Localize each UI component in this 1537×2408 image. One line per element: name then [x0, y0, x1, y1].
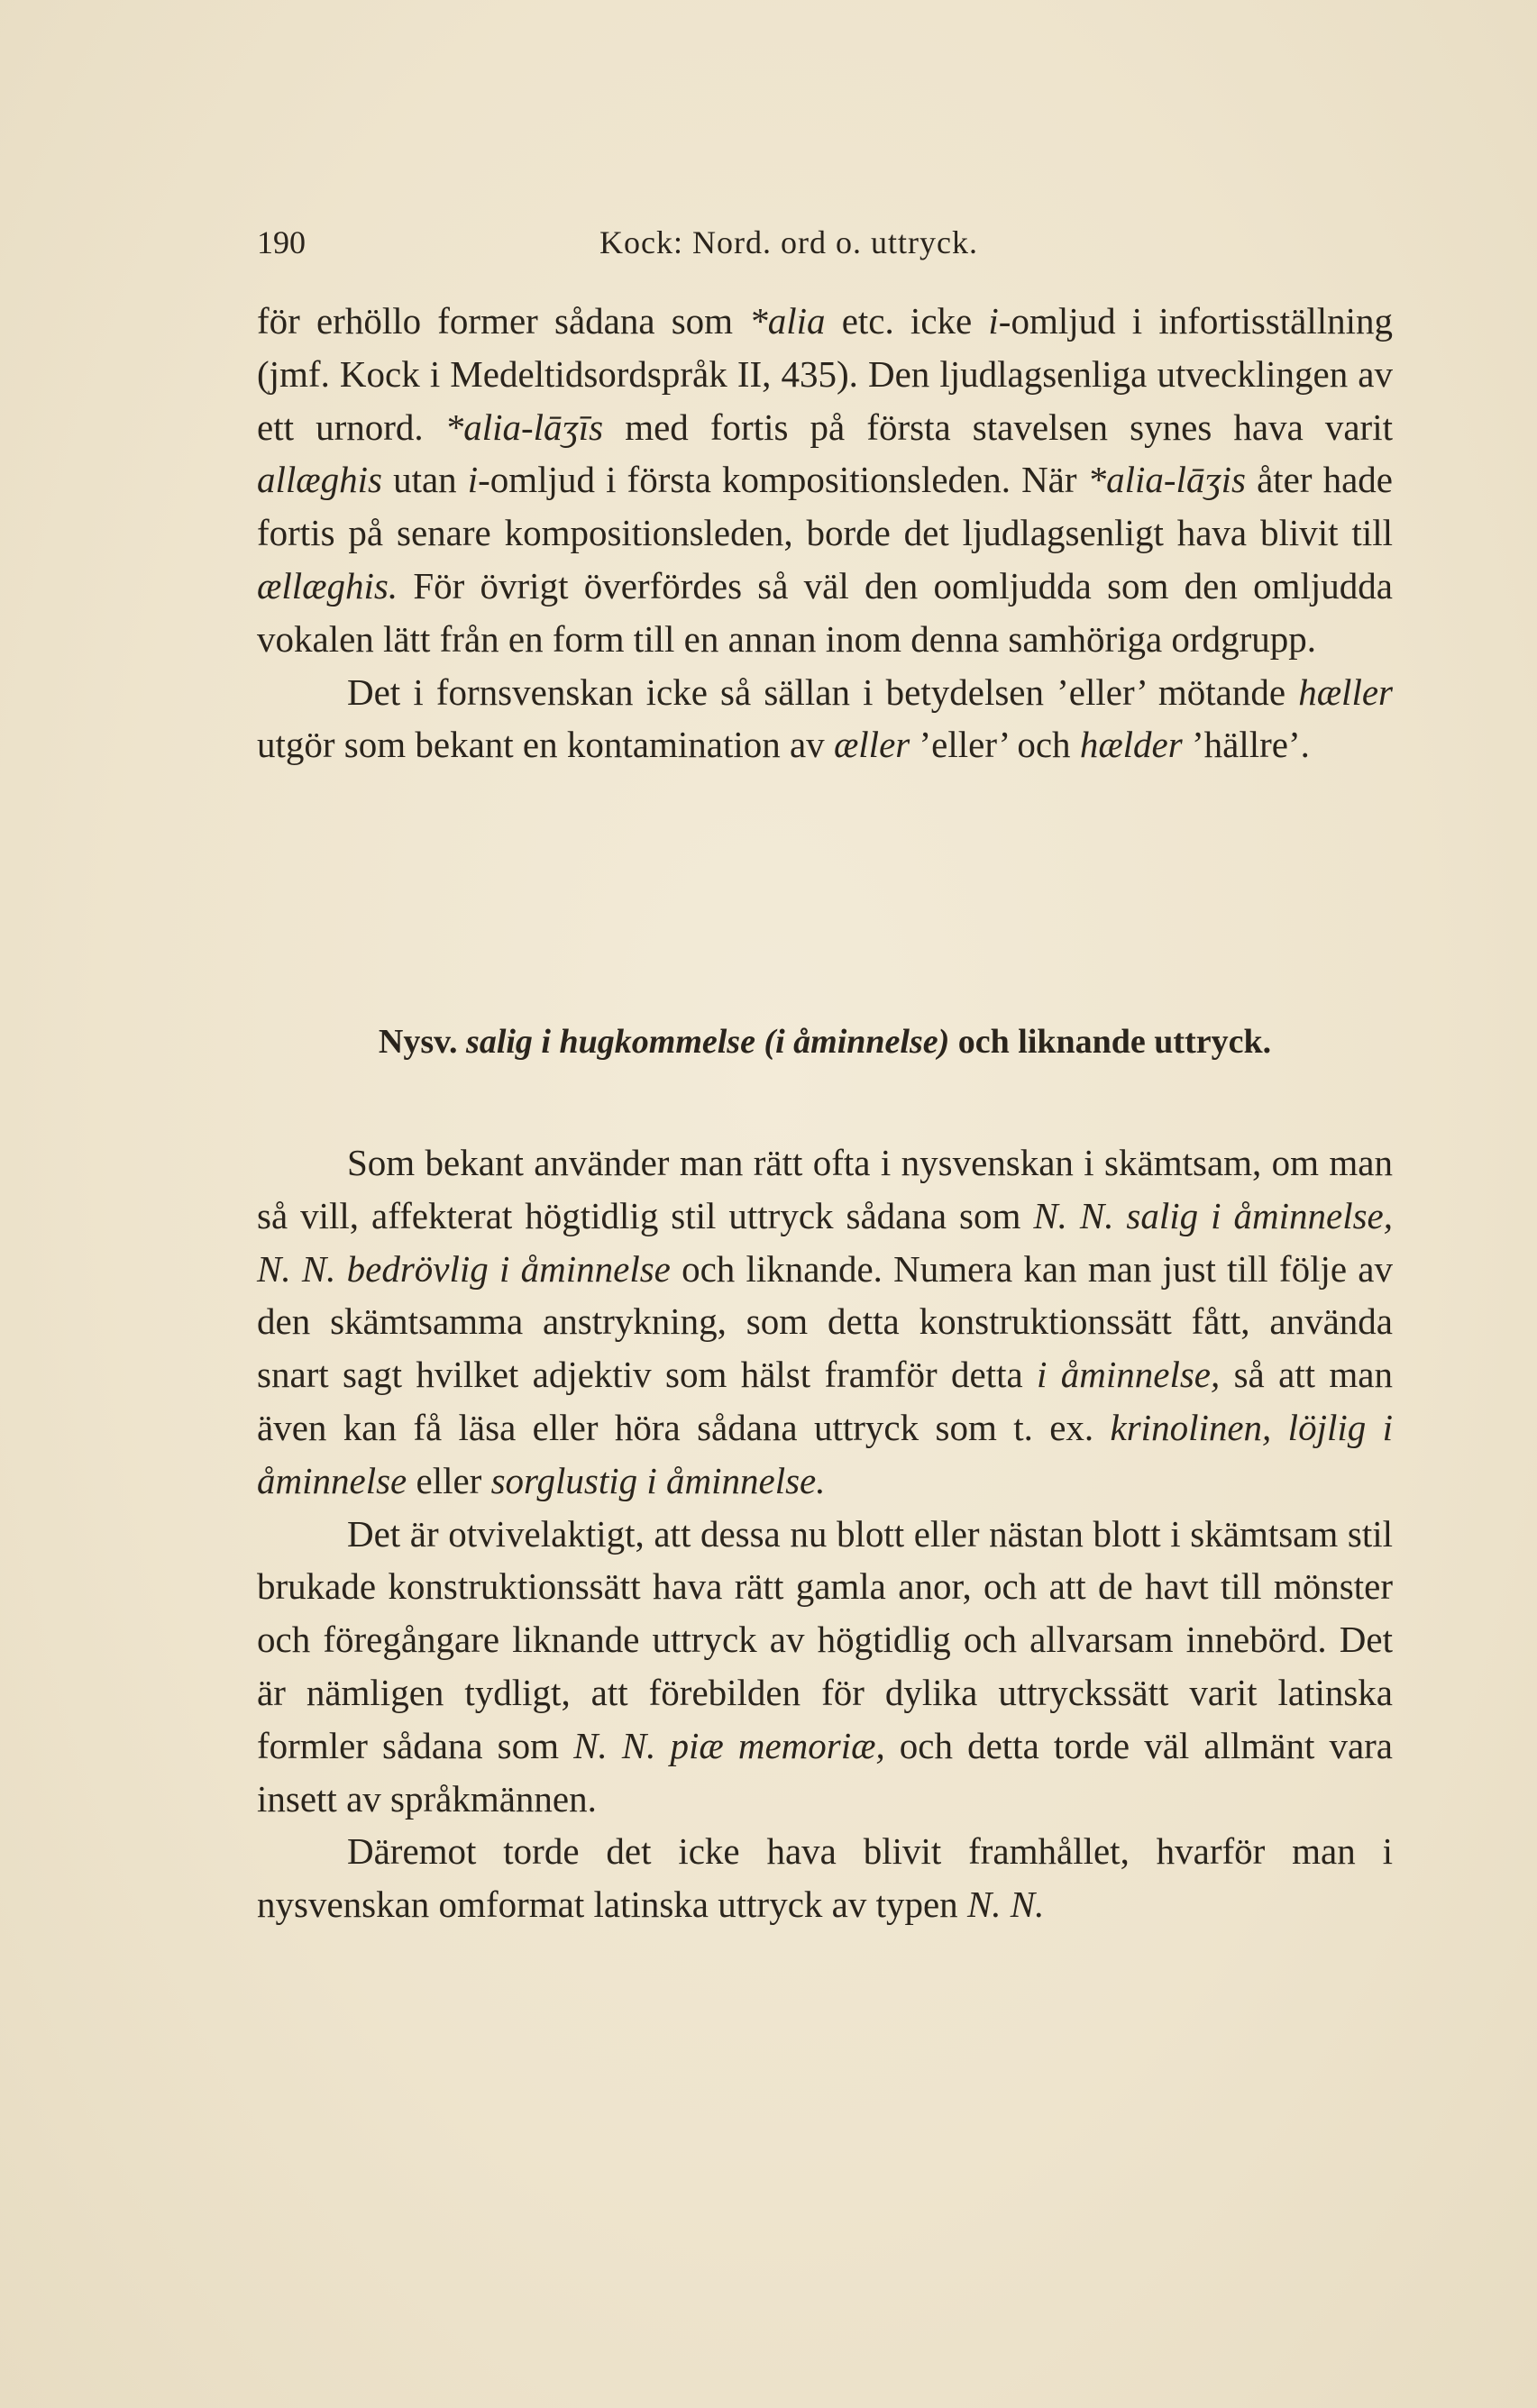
text-run: -omljud i första kompositionsleden. När [478, 459, 1088, 501]
italic-term: i åminnelse, [1037, 1354, 1221, 1396]
text-run: så att man även kan få läsa eller höra sådana uttryck som t. ex. [257, 1354, 1393, 1448]
text-run: utan [381, 459, 468, 501]
italic-term: i [988, 300, 999, 342]
text-run: ’eller’ och [910, 724, 1080, 766]
running-title: Kock: Nord. ord o. uttryck. [599, 224, 978, 260]
italic-term: hæller [1298, 670, 1393, 713]
text-run: Det är otvivelaktigt, att dessa nu blott eller nästan blott i skämtsam stil brukade konstruktionssätt hava rätt gamla anor, och att de havt till mönster och föregångare liknande uttryck av högtidlig och allvarsam innebörd. Det är nämligen tydligt, att förebilden för dylika uttryckssätt varit latinska formler sådana som [257, 1512, 1393, 1766]
italic-term: N. N. [966, 1884, 1045, 1926]
text-run: med fortis på första stavelsen synes hava varit [603, 406, 1393, 448]
italic-term: allæghis [257, 459, 382, 501]
text-block-top [257, 295, 1393, 771]
italic-term: *alia-lāʒīs [444, 406, 604, 448]
text-run: Det i fornsvenskan icke så sällan i betydelsen ’eller’ mötande [347, 670, 1299, 713]
italic-term: ællæghis. [257, 564, 398, 607]
running-head [257, 220, 1393, 265]
paragraph-3 [257, 1136, 1393, 1508]
text-block-bottom [257, 1136, 1393, 1931]
paragraph-4 [257, 1508, 1393, 1826]
page-number: 190 [257, 224, 306, 260]
section-heading [257, 1017, 1393, 1067]
italic-term: hælder [1079, 724, 1183, 766]
text-run: För övrigt överfördes så väl den oomljudda som den omljudda vokalen lätt från en form till en annan inom denna samhöriga ordgrupp. [257, 564, 1393, 660]
text-run: och liknande. Numera kan man just till följe av den skämtsamma anstrykning, som detta konstruktionssätt fått, använda snart sagt hvilket adjektiv som hälst framför detta [257, 1247, 1393, 1396]
italic-term: æller [833, 724, 910, 766]
heading-run: och liknande uttryck. [949, 1023, 1272, 1061]
italic-term: i [467, 459, 479, 501]
text-run: Som bekant använder man rätt ofta i nysvenskan i skämtsam, om man så vill, affekterat högtidlig stil uttryck sådana som [257, 1142, 1393, 1236]
text-run: Däremot torde det icke hava blivit framhållet, hvarför man i nysvenskan omformat latinska uttryck av typen [257, 1830, 1393, 1926]
text-run: utgör som bekant en kontamination av [257, 724, 834, 766]
italic-term: krinolinen, löjlig i åminnelse [257, 1406, 1393, 1501]
text-run: -omljud i infortisställning (jmf. Kock i Medeltidsordspråk II, 435). Den ljudlagsenliga utvecklingen av ett urnord. [257, 300, 1394, 448]
paragraph-5 [257, 1825, 1393, 1931]
italic-term: *alia [749, 300, 826, 342]
italic-term: N. N. piæ memoriæ, [573, 1724, 885, 1766]
italic-term: N. N. salig i åminnelse, N. N. bedrövlig i åminnelse [257, 1194, 1393, 1290]
text-run: ’hällre’. [1182, 724, 1310, 766]
text-run: för erhöllo former sådana som [257, 300, 750, 342]
heading-italic-run: salig i hugkommelse (i åminnelse) [466, 1023, 950, 1061]
italic-term: sorglustig i åminnelse. [490, 1459, 826, 1501]
text-run: etc. icke [825, 300, 989, 342]
italic-term: *alia-lāʒis [1087, 459, 1246, 501]
text-run: och detta torde väl allmänt vara insett av språkmännen. [257, 1724, 1393, 1820]
paragraph-2 [257, 666, 1393, 772]
heading-run: Nysv. [378, 1023, 467, 1061]
paragraph-1 [257, 295, 1393, 666]
text-run: eller [407, 1459, 491, 1501]
text-run: åter hade fortis på senare kompositionsleden, borde det ljudlagsenligt hava blivit till [257, 459, 1394, 554]
